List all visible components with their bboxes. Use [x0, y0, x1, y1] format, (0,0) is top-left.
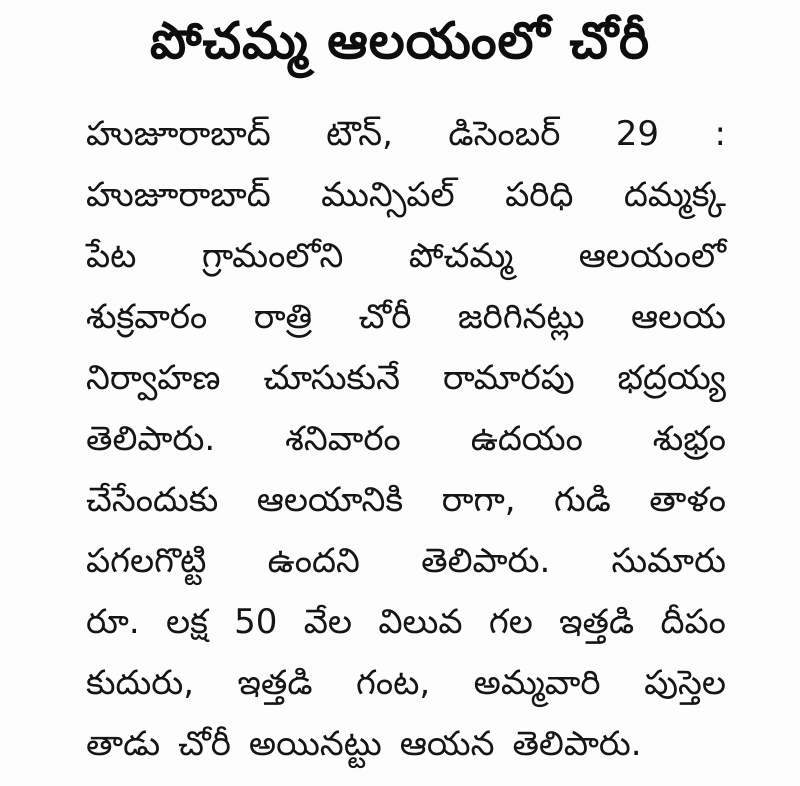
article-word: చోరీ	[358, 297, 412, 337]
article-word: రాగా,	[441, 480, 516, 520]
article-word: ఆలయంలో	[578, 236, 726, 276]
article-line	[86, 470, 726, 531]
article-word: శనివారం	[285, 419, 401, 459]
article-word: భద్రయ్య	[617, 358, 726, 398]
article-line	[86, 592, 726, 653]
article-word: శుభ్రం	[652, 419, 726, 459]
article-word: రామారపు	[442, 358, 575, 398]
article-word: డిసెంబర్	[448, 114, 561, 154]
article-line	[86, 348, 726, 409]
article-word: హుజూరాబాద్	[86, 114, 271, 154]
article-word: పేట	[86, 236, 137, 276]
article-word: అయినట్టు	[248, 724, 382, 764]
article-line	[86, 287, 726, 348]
article-word: తెలిపారు.	[512, 724, 642, 764]
article-word: కుదురు,	[86, 663, 195, 703]
article-body	[86, 104, 726, 775]
article-word: ఆయన	[399, 724, 495, 764]
article-word: జరిగినట్లు	[457, 297, 585, 337]
article-word: మున్సిపల్	[321, 175, 455, 215]
article-word: ఆలయ	[630, 297, 726, 337]
article-word: నిర్వాహణ	[86, 358, 221, 398]
article-word: 50	[234, 602, 278, 642]
article-word: పగలగొట్టి	[86, 541, 207, 581]
article-word: పోచమ్మ	[408, 236, 514, 276]
article-word: :	[714, 114, 726, 154]
article-word: గల	[488, 602, 533, 642]
article-word: 29	[615, 114, 660, 154]
article-word: తెలిపారు.	[86, 419, 216, 459]
article-line	[86, 104, 726, 165]
article-word: ఇత్తడి	[237, 663, 313, 703]
article-word: తెలిపారు.	[421, 541, 551, 581]
article-word: గుడి	[554, 480, 611, 520]
article-word: ఇత్తడి	[559, 602, 635, 642]
article-word: ఉదయం	[470, 419, 583, 459]
article-word: లక్ష	[166, 602, 208, 642]
article-word: సుమారు	[611, 541, 726, 581]
article-word: ఆలయానికి	[256, 480, 404, 520]
article-word: తాళం	[649, 480, 726, 520]
article-word: రూ.	[86, 602, 140, 642]
article-word: గంట,	[356, 663, 431, 703]
article-word: చూసుకునే	[263, 358, 400, 398]
article-headline: పోచమ్మ ఆలయంలో చోరీ	[149, 11, 651, 70]
article-word: వేల	[303, 602, 353, 642]
article-line	[86, 714, 726, 775]
article-line	[86, 226, 726, 287]
article-word: టౌన్,	[326, 114, 393, 154]
article-word: చేసేందుకు	[86, 480, 219, 520]
article-line	[86, 531, 726, 592]
article-word: ఉందని	[267, 541, 360, 581]
article-word: చోరీ	[178, 724, 231, 764]
article-word: తాడు	[86, 724, 161, 764]
article-word: పరిధి	[505, 175, 574, 215]
article-word: దీపం	[660, 602, 726, 642]
article-line	[86, 409, 726, 470]
article-word: దమ్మక్క	[623, 175, 726, 215]
article-word: హుజూరాబాద్	[86, 175, 271, 215]
article-word: శుక్రవారం	[86, 297, 208, 337]
article-word: విలువ	[378, 602, 463, 642]
article-word: పుస్తెల	[644, 663, 726, 703]
article-word: అమ్మవారి	[473, 663, 601, 703]
article-line	[86, 653, 726, 714]
article-word: గ్రామంలోని	[201, 236, 344, 276]
article-line	[86, 165, 726, 226]
article-word: రాత్రి	[253, 297, 313, 337]
